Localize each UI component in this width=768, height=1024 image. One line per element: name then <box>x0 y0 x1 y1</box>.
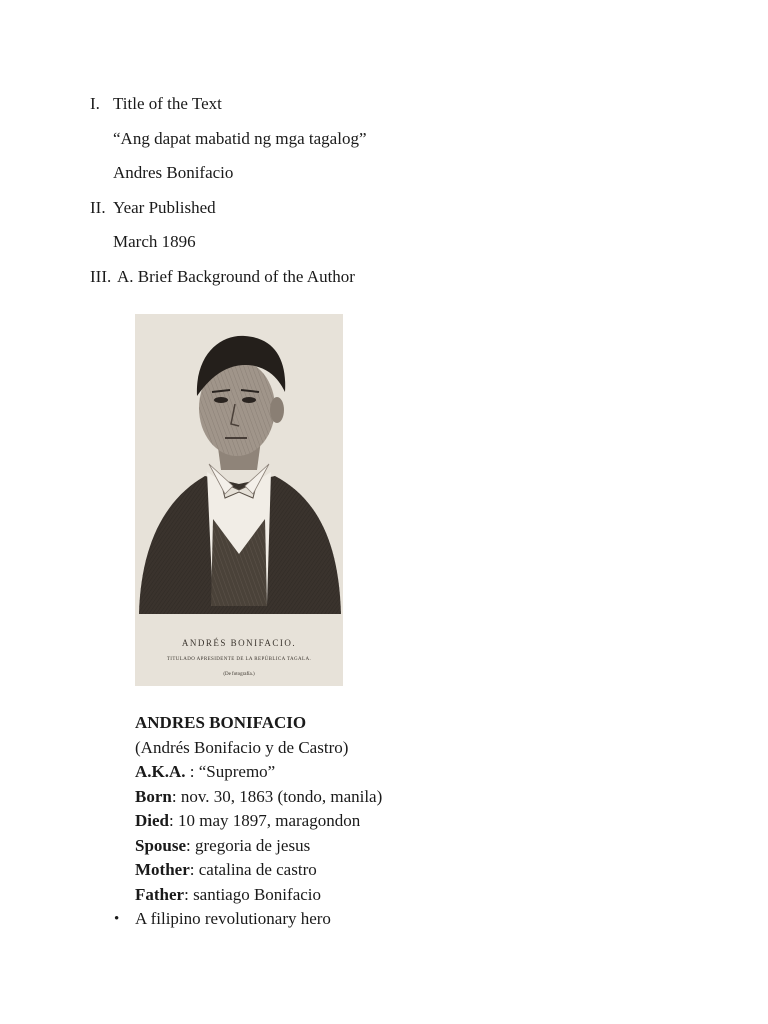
bio-aka <box>135 761 275 783</box>
author-portrait <box>135 314 343 686</box>
bio-full-name: (Andrés Bonifacio y de Castro) <box>135 738 349 757</box>
outline-heading-year-published: Year Published <box>113 198 216 217</box>
bio-died-label: Died <box>135 811 169 830</box>
text-author: Andres Bonifacio <box>113 163 234 182</box>
bio-bullet-text: A filipino revolutionary hero <box>135 909 331 928</box>
bio-aka-label: A.K.A. <box>135 762 186 781</box>
bio-spouse-label: Spouse <box>135 836 187 855</box>
bio-died-value: : 10 may 1897, maragondon <box>169 811 361 830</box>
bullet-icon: • <box>114 911 120 927</box>
bio-father <box>135 884 321 906</box>
outline-number-1: I. <box>90 94 100 113</box>
bio-name-text: ANDRES BONIFACIO <box>135 713 307 732</box>
bio-born-label: Born <box>135 787 172 806</box>
bio-father-value: : santiago Bonifacio <box>184 885 322 904</box>
outline-number-3: III. <box>90 267 112 286</box>
bio-born-value: : nov. 30, 1863 (tondo, manila) <box>171 787 383 806</box>
portrait-caption-title: TITULADO APRESIDENTE DE LA REPÚBLICA TAGALA. <box>166 657 312 662</box>
bio-mother-label: Mother <box>135 860 190 879</box>
bio-father-label: Father <box>135 885 185 904</box>
bio-spouse <box>135 835 310 857</box>
bio-name <box>135 712 306 734</box>
outline-heading-author-background: A. Brief Background of the Author <box>117 267 355 286</box>
portrait-caption-source: (De fotografía.) <box>223 672 255 677</box>
bio-born <box>135 786 382 808</box>
bio-mother-value: : catalina de castro <box>189 860 317 879</box>
outline-heading-title-of-text: Title of the Text <box>113 94 222 113</box>
bio-mother <box>135 859 317 881</box>
year-published-value: March 1896 <box>113 232 196 251</box>
text-title: “Ang dapat mabatid ng mga tagalog” <box>113 129 367 148</box>
portrait-caption-name: ANDRÉS BONIFACIO. <box>181 638 297 648</box>
portrait-engraving <box>135 314 343 686</box>
bio-died <box>135 810 360 832</box>
outline-number-2: II. <box>90 198 106 217</box>
bio-spouse-value: : gregoria de jesus <box>186 836 311 855</box>
bio-aka-value: : “Supremo” <box>185 762 276 781</box>
